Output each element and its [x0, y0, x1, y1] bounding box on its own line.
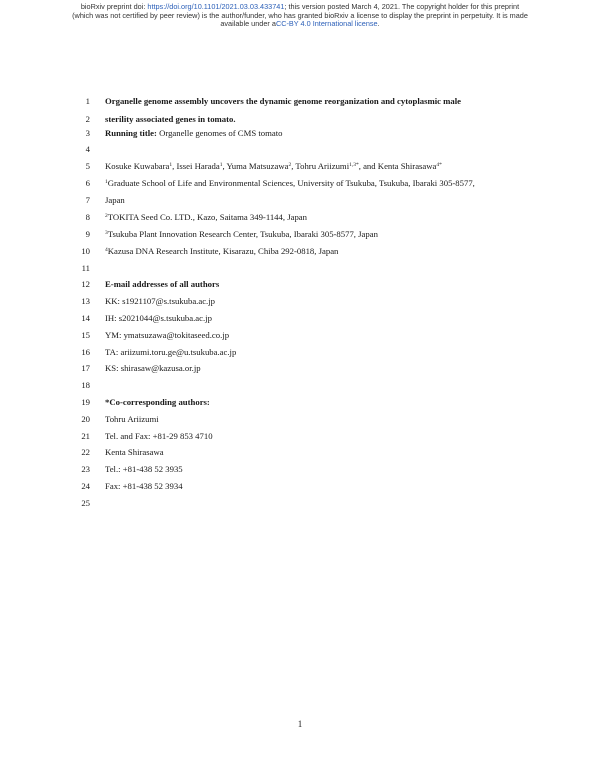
author-name: , Issei Harada	[172, 161, 220, 171]
line-number: 17	[81, 363, 90, 373]
line-number: 20	[81, 414, 90, 424]
author-name: Kosuke Kuwabara	[105, 161, 170, 171]
corresponding-tel-2: Tel.: +81-438 52 3935	[105, 464, 183, 474]
affiliation-mark: 3	[105, 230, 108, 236]
line-number: 12	[81, 279, 90, 289]
author-affiliation-mark: 1	[219, 162, 223, 168]
line-number: 4	[85, 144, 90, 154]
header-line-2: (which was not certified by peer review) is the author/funder, who has granted bioRxiv a license to display the preprint in perpetuity. It is made	[72, 10, 528, 20]
affiliation-2	[105, 212, 307, 223]
email-ks: KS: shirasaw@kazusa.or.jp	[105, 363, 201, 373]
affiliation-mark: 2	[105, 213, 108, 219]
title-line-1: Organelle genome assembly uncovers the dynamic genome reorganization and cytoplasmic male	[105, 96, 461, 106]
corresponding-contact-1: Tel. and Fax: +81-29 853 4710	[105, 431, 213, 441]
line-number: 8	[85, 212, 90, 222]
line-number: 16	[81, 347, 90, 357]
author-affiliation-mark: 4*	[436, 162, 442, 168]
line-number: 23	[81, 464, 90, 474]
line-number: 22	[81, 447, 90, 457]
author-name: , Tohru Ariizumi	[291, 161, 350, 171]
line-number: 15	[81, 330, 90, 340]
page-number: 1	[297, 719, 303, 729]
email-heading: E-mail addresses of all authors	[105, 279, 220, 289]
line-number: 19	[81, 397, 90, 407]
header-text: available under a	[220, 19, 276, 29]
license-link[interactable]: CC-BY 4.0 International license	[275, 19, 378, 29]
line-number: 9	[85, 229, 90, 239]
corresponding-name-1: Tohru Ariizumi	[105, 414, 159, 424]
email-ta: TA: ariizumi.toru.ge@u.tsukuba.ac.jp	[105, 347, 237, 357]
line-number: 24	[81, 481, 90, 491]
affiliation-text: Kazusa DNA Research Institute, Kisarazu, Chiba 292-0818, Japan	[107, 246, 339, 256]
email-kk: KK: s1921107@s.tsukuba.ac.jp	[105, 296, 215, 306]
affiliation-4	[105, 246, 338, 257]
line-number: 11	[81, 263, 90, 273]
line-number: 5	[85, 161, 90, 171]
affiliation-3	[105, 229, 378, 240]
line-number: 25	[81, 498, 90, 508]
line-number: 1	[85, 96, 90, 106]
corresponding-name-2: Kenta Shirasawa	[105, 447, 164, 457]
line-number: 14	[81, 313, 90, 323]
running-title-label: Running title:	[105, 128, 157, 138]
line-number: 7	[85, 195, 90, 205]
author-name: , Yuma Matsuzawa	[222, 161, 289, 171]
line-number: 2	[85, 114, 90, 124]
line-number: 10	[81, 246, 90, 256]
affiliation-text: TOKITA Seed Co. LTD., Kazo, Saitama 349-1144, Japan	[107, 212, 307, 222]
header-text: .	[377, 19, 380, 29]
author-affiliation-mark: 2	[288, 162, 292, 168]
author-affiliation-mark: 1,3*	[349, 162, 359, 168]
corresponding-heading: *Co-corresponding authors:	[105, 397, 210, 407]
line-number: 21	[81, 431, 90, 441]
affiliation-text: Tsukuba Plant Innovation Research Center, Tsukuba, Ibaraki 305-8577, Japan	[107, 229, 378, 239]
preprint-header	[0, 3, 600, 29]
affiliation-text: Graduate School of Life and Environmental Sciences, University of Tsukuba, Tsukuba, Ibaraki 305-8577,	[107, 178, 475, 188]
corresponding-fax-2: Fax: +81-438 52 3934	[105, 481, 183, 491]
email-ih: IH: s2021044@s.tsukuba.ac.jp	[105, 313, 212, 323]
author-affiliation-mark: 1	[169, 162, 173, 168]
email-ym: YM: ymatsuzawa@tokitaseed.co.jp	[105, 330, 230, 340]
running-title-text: Organelle genomes of CMS tomato	[156, 128, 283, 138]
author-list	[105, 161, 442, 172]
line-number: 18	[81, 380, 90, 390]
header-text: ; this version posted March 4, 2021. The copyright holder for this preprint	[284, 2, 520, 11]
affiliation-1-continued: Japan	[105, 195, 125, 205]
doi-link[interactable]: https://doi.org/10.1101/2021.03.03.433741	[147, 2, 285, 11]
running-title	[105, 128, 282, 139]
affiliation-mark: 4	[105, 247, 108, 253]
line-number: 6	[85, 178, 90, 188]
affiliation-mark: 1	[105, 179, 108, 185]
title-line-2: sterility associated genes in tomato.	[105, 114, 236, 124]
line-number: 3	[85, 128, 90, 138]
author-name: , and Kenta Shirasawa	[358, 161, 437, 171]
line-number: 13	[81, 296, 90, 306]
header-text: bioRxiv preprint doi:	[80, 2, 148, 11]
header-line-3	[0, 20, 600, 29]
affiliation-1	[105, 178, 475, 189]
